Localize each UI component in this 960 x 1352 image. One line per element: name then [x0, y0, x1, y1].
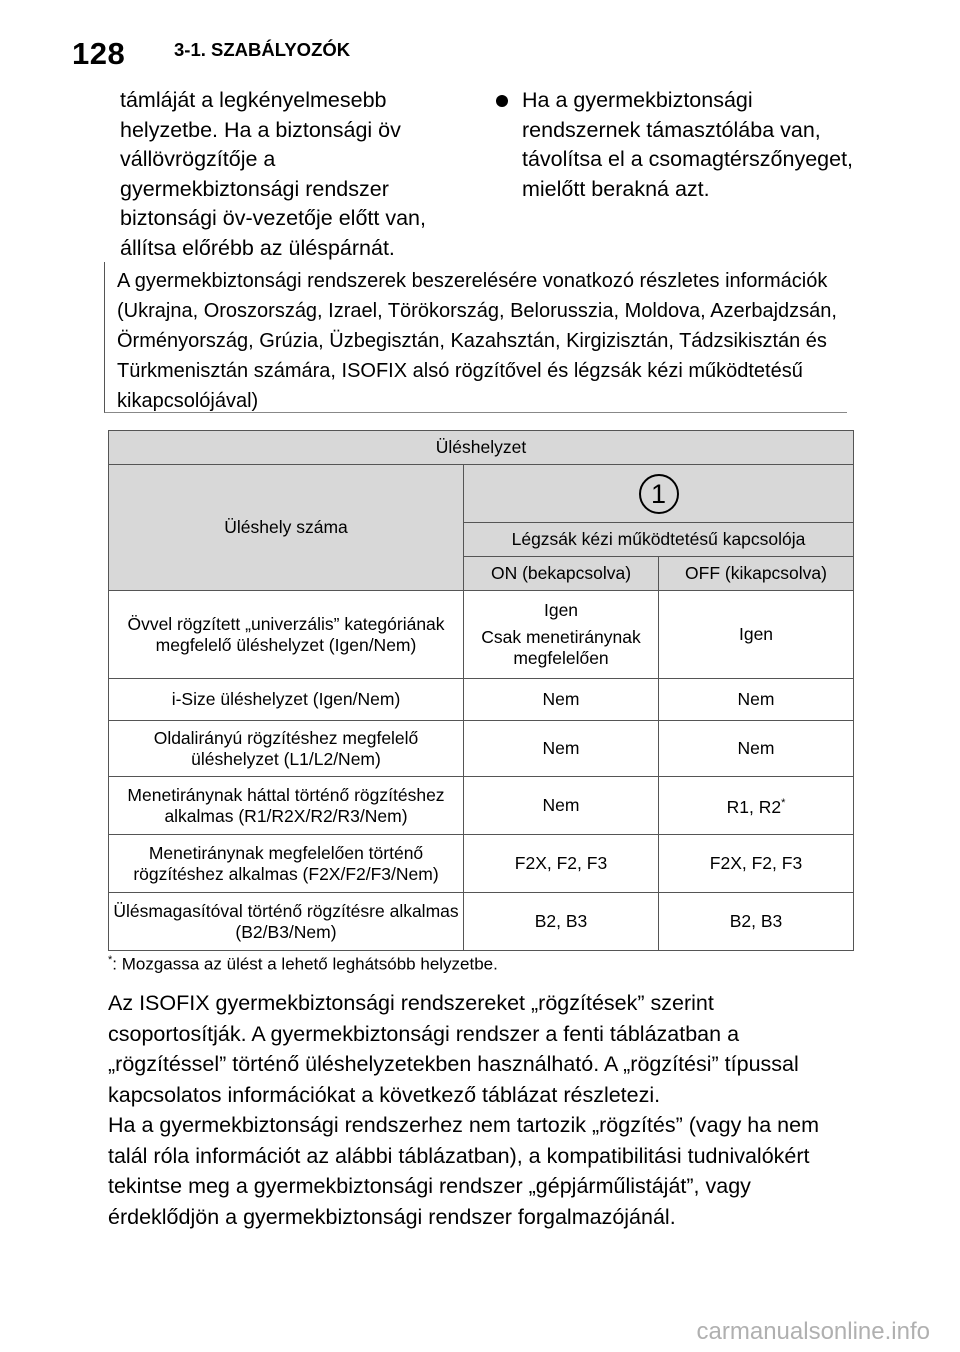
page-number: 128	[72, 36, 126, 71]
bullet-text: Ha a gyermekbiztonsági rendszernek támasztólába van, távolítsa el a csomagtérszőnyeget, mielőtt berakná azt.	[522, 88, 854, 201]
row-on-value: Nem	[464, 777, 659, 835]
row-off-value: Nem	[659, 679, 854, 721]
row-off-text: R1, R2	[726, 796, 782, 817]
page-header	[0, 0, 960, 80]
off-label: OFF (kikapcsolva)	[659, 557, 854, 591]
row-off-value	[659, 777, 854, 835]
table-title: Üléshelyzet	[109, 431, 854, 465]
footnote-mark: *	[108, 954, 113, 966]
left-column-text: támláját a legkényelmesebb helyzetbe. Ha a biztonsági öv vállövrögzítője a gyermekbiztonsági rendszer biztonsági öv-vezetője előtt van, állítsa előrébb az üléspárnát.	[120, 88, 426, 260]
seat-position-table	[108, 430, 854, 951]
bullet-dot-icon	[496, 95, 508, 107]
info-note-text: A gyermekbiztonsági rendszerek beszerelésére vonatkozó részletes információk (Ukrajna, Oroszország, Izrael, Törökország, Belorusszia, Moldova, Azerbajdzsán, Örményország, Grúzia, Üzbegisztán, Kazahsztán, Kirgizisztán, Tádzsikisztán és Türkmenisztán számára, ISOFIX alsó rögzítővel és légzsák kézi működtetésű kikapcsolójával)	[117, 270, 837, 412]
body-paragraphs	[108, 988, 848, 1232]
table-row	[109, 679, 854, 721]
right-column-bullet	[496, 86, 856, 204]
seat-number-cell	[464, 465, 854, 523]
footnote-mark: *	[781, 797, 786, 810]
table-row	[109, 721, 854, 777]
section-title: 3-1. SZABÁLYOZÓK	[174, 39, 351, 60]
row-label: Menetiránynak háttal történő rögzítéshez alkalmas (R1/R2X/R2/R3/Nem)	[109, 777, 464, 835]
row-on-value	[464, 591, 659, 679]
row-off-value: F2X, F2, F3	[659, 835, 854, 893]
row-on-value: B2, B3	[464, 893, 659, 951]
on-label: ON (bekapcsolva)	[464, 557, 659, 591]
row-off-value: Nem	[659, 721, 854, 777]
seat-number-label: Üléshely száma	[109, 465, 464, 591]
table-row	[109, 591, 854, 679]
row-label: i-Size üléshelyzet (Igen/Nem)	[109, 679, 464, 721]
watermark: carmanualsonline.info	[696, 1318, 930, 1345]
row-label: Menetiránynak megfelelően történő rögzítéshez alkalmas (F2X/F2/F3/Nem)	[109, 835, 464, 893]
table-row	[109, 777, 854, 835]
row-label: Ülésmagasítóval történő rögzítésre alkalmas (B2/B3/Nem)	[109, 893, 464, 951]
row-off-value: B2, B3	[659, 893, 854, 951]
footnote-text: : Mozgassa az ülést a lehető leghátsóbb helyzetbe.	[112, 954, 498, 974]
row-label: Oldalirányú rögzítéshez megfelelő üléshelyzet (L1/L2/Nem)	[109, 721, 464, 777]
row-on-value: Nem	[464, 721, 659, 777]
row-on-value: Nem	[464, 679, 659, 721]
paragraph: Ha a gyermekbiztonsági rendszerhez nem tartozik „rögzítés” (vagy ha nem talál róla információt az alábbi táblázatban), a kompatibilitási tudnivalókért tekintse meg a gyermekbiztonsági rendszer „gépjárműlistáját”, vagy érdeklődjön a gyermekbiztonsági rendszer forgalmazójánál.	[108, 1113, 820, 1229]
info-note-box	[104, 262, 847, 413]
seat-number-circle: 1	[639, 474, 679, 514]
airbag-switch-label: Légzsák kézi működtetésű kapcsolója	[464, 523, 854, 557]
paragraph: Az ISOFIX gyermekbiztonsági rendszereket „rögzítések” szerint csoportosítják. A gyermekbiztonsági rendszer a fenti táblázatban a „rögzítéssel” történő üléshelyzetekben használható. A „rögzítési” típussal kapcsolatos információkat a következő táblázat részletezi.	[108, 991, 799, 1107]
table-title-row	[109, 431, 854, 465]
row-on-line1: Igen	[543, 600, 579, 620]
table-row	[109, 835, 854, 893]
footnote	[108, 954, 498, 975]
row-off-value: Igen	[659, 591, 854, 679]
table-header-row	[109, 465, 854, 523]
row-on-line2: Csak menetiránynak megfelelően	[481, 627, 641, 668]
row-label: Övvel rögzített „univerzális” kategóriának megfelelő üléshelyzet (Igen/Nem)	[109, 591, 464, 679]
row-on-value: F2X, F2, F3	[464, 835, 659, 893]
table-row	[109, 893, 854, 951]
